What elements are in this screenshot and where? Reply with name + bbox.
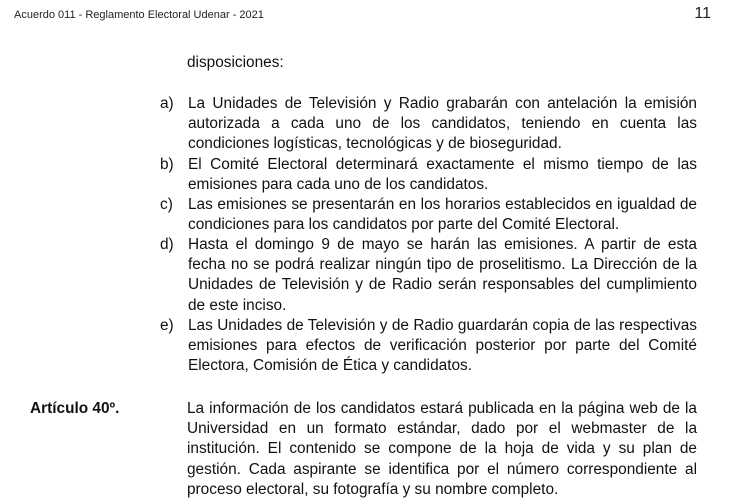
list-item-text: Las Unidades de Televisión y de Radio guardarán copia de las respectivas emisiones para efectos de verificación posterior por parte del Comité Electora, Comisión de Ética y candidatos. — [188, 317, 697, 375]
page-number: 11 — [694, 5, 711, 22]
list-item-marker: e) — [160, 317, 174, 334]
list-item-marker: d) — [160, 236, 174, 253]
list-item-text: El Comité Electoral determinará exactamente el mismo tiempo de las emisiones para cada uno de los candidatos. — [188, 156, 697, 194]
intro-text: disposiciones: — [187, 54, 284, 71]
list-item-marker: b) — [160, 156, 174, 173]
list-item-text: Hasta el domingo 9 de mayo se harán las emisiones. A partir de esta fecha no se podrá realizar ningún tipo de proselitismo. La Dirección de la Unidades de Televisión y de Radio serán responsables del cumplimiento de este inciso. — [188, 236, 697, 314]
article-text: La información de los candidatos estará publicada en la página web de la Universidad en un formato estándar, dado por el webmaster de la institución. El contenido se compone de la hoja de vida y su plan de gestión. Cada aspirante se identifica por el número correspondiente al proceso electoral, su fotografía y su nombre completo. — [187, 400, 697, 498]
list-item-c — [160, 195, 697, 235]
document-title: Acuerdo 011 - Reglamento Electoral Udenar - 2021 — [14, 9, 264, 21]
list-item-b — [160, 155, 697, 195]
list-item-marker: a) — [160, 95, 174, 112]
list-item-a — [160, 94, 697, 155]
article-title: Artículo 40º. — [30, 400, 120, 417]
list-item-e — [160, 316, 697, 377]
list-item-text: La Unidades de Televisión y Radio grabarán con antelación la emisión autorizada a cada uno de los candidatos, teniendo en cuenta las condiciones logísticas, tecnológicas y de bioseguridad. — [188, 95, 697, 153]
list-item-d — [160, 235, 697, 316]
list-item-text: Las emisiones se presentarán en los horarios establecidos en igualdad de condiciones para los candidatos por parte del Comité Electoral. — [188, 196, 697, 234]
list-item-marker: c) — [160, 196, 173, 213]
